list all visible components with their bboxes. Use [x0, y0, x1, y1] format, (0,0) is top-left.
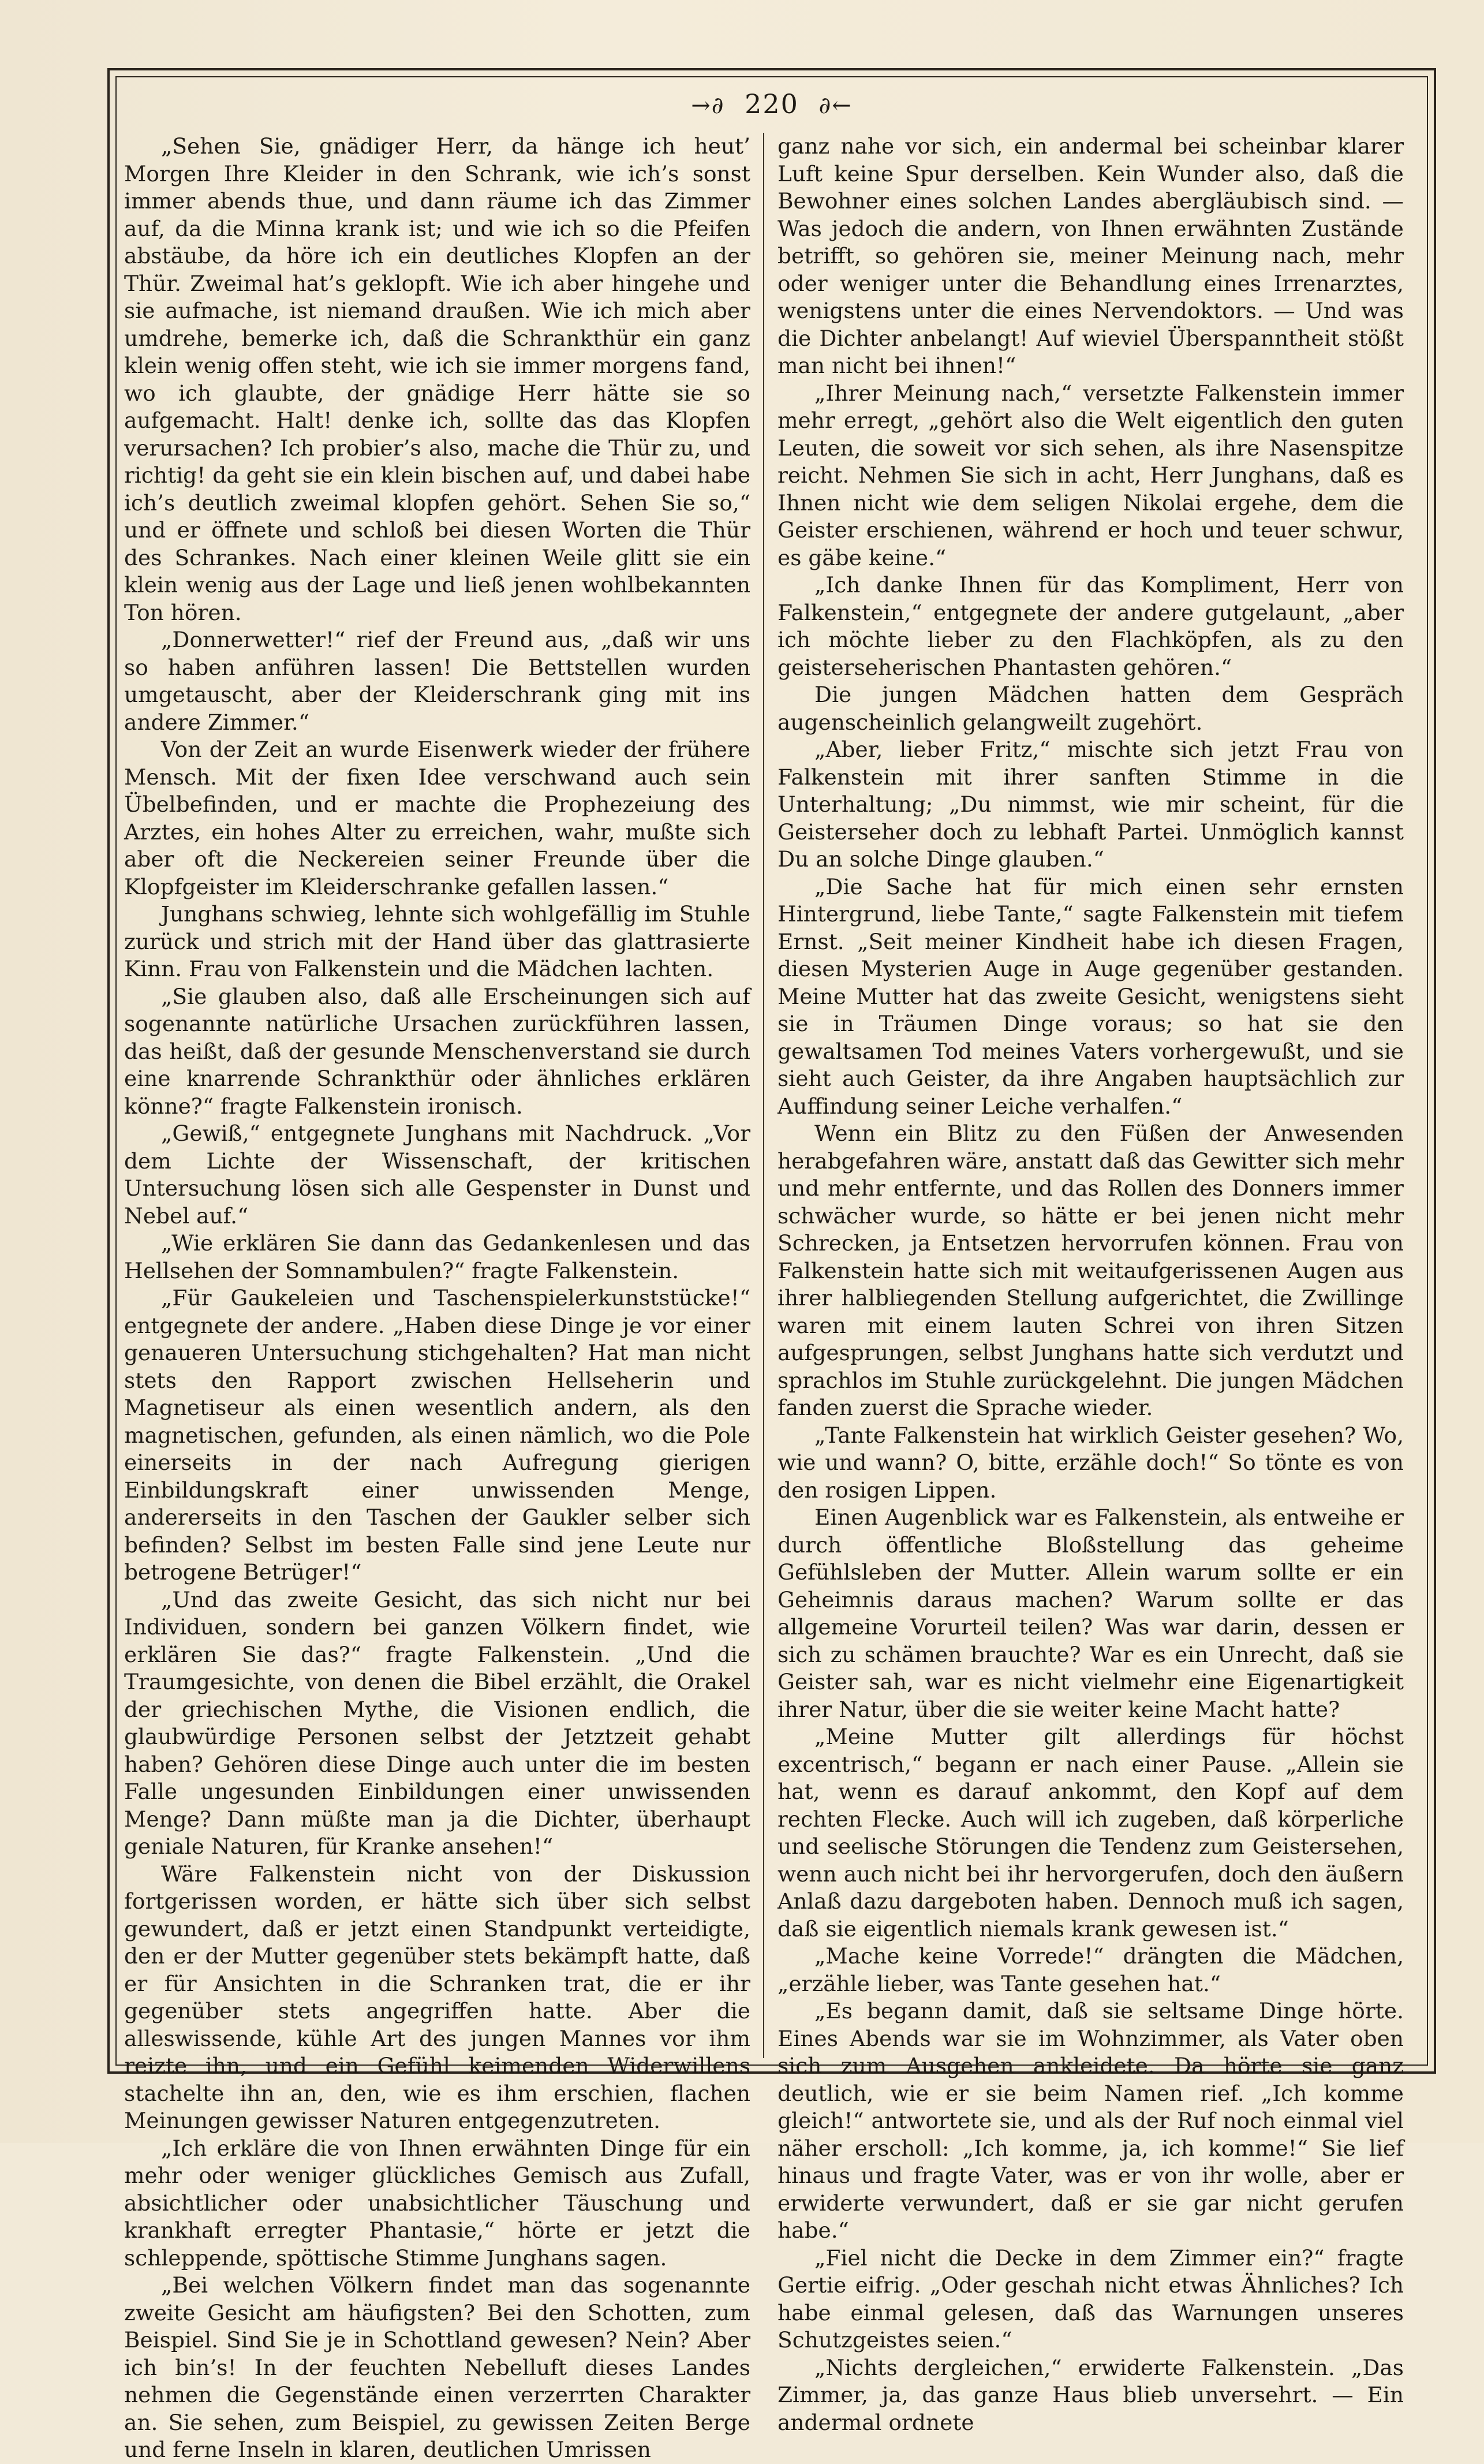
paragraph: „Für Gaukeleien und Taschenspielerkunststücke!“ entgegnete der andere. „Haben diese Dinge je vor einer genaueren Untersuchung stichgehalten? Hat man nicht stets den Rapport zwischen Hellseherin und Magnetiseur als einen wesentlich andern, als den magnetischen, gefunden, als einen nämlich, wo die Pole einerseits in der nach Aufregung gierigen Einbildungskraft einer unwissenden Menge, andererseits in den Taschen der Gaukler selber sich befinden? Selbst im besten Falle sind jene Leute nur betrogene Betrüger!“	[124, 1285, 750, 1585]
paragraph: „Aber, lieber Fritz,“ mischte sich jetzt Frau von Falkenstein mit ihrer sanften Stimme in die Unterhaltung; „Du nimmst, wie mir scheint, für die Geisterseher doch zu lebhaft Partei. Unmöglich kannst Du an solche Dinge glauben.“	[777, 737, 1404, 872]
paragraph: „Gewiß,“ entgegnete Junghans mit Nachdruck. „Vor dem Lichte der Wissenschaft, der kritischen Untersuchung lösen sich alle Gespenster in Dunst und Nebel auf.“	[124, 1121, 750, 1229]
paragraph: „Die Sache hat für mich einen sehr ernsten Hintergrund, liebe Tante,“ sagte Falkenstein mit tiefem Ernst. „Seit meiner Kindheit habe ich diesen Fragen, diesen Mysterien Auge in Auge gegenüber gestanden. Meine Mutter hat das zweite Gesicht, wenigstens sieht sie in Träumen Dinge voraus; so hat sie den gewaltsamen Tod meines Vaters vorhergewußt, und sie sieht auch Geister, da ihre Angaben hauptsächlich zur Auffindung seiner Leiche verhalfen.“	[777, 873, 1404, 1119]
paragraph: Von der Zeit an wurde Eisenwerk wieder der frühere Mensch. Mit der fixen Idee verschwand auch sein Übelbefinden, und er machte die Prophezeiung des Arztes, ein hohes Alter zu erreichen, wahr, mußte sich aber oft die Neckereien seiner Freunde über die Klopfgeister im Kleiderschranke gefallen lassen.“	[124, 737, 750, 899]
paragraph: „Nichts dergleichen,“ erwiderte Falkenstein. „Das Zimmer, ja, das ganze Haus blieb unversehrt. — Ein andermal ordnete	[777, 2354, 1404, 2435]
ornament-left: →∂	[691, 92, 725, 119]
ornament-right: ∂←	[818, 92, 853, 119]
paragraph: Die jungen Mädchen hatten dem Gespräch augenscheinlich gelangweilt zugehört.	[777, 682, 1404, 735]
paragraph: „Fiel nicht die Decke in dem Zimmer ein?“ fragte Gertie eifrig. „Oder geschah nicht etwas Ähnliches? Ich habe einmal gelesen, daß das Warnungen unseres Schutzgeistes seien.“	[777, 2245, 1404, 2353]
paragraph: „Ihrer Meinung nach,“ versetzte Falkenstein immer mehr erregt, „gehört also die Welt eigentlich den guten Leuten, die soweit vor sich sehen, als ihre Nasenspitze reicht. Nehmen Sie sich in acht, Herr Junghans, daß es Ihnen nicht wie dem seligen Nikolai ergehe, dem die Geister erschienen, während er hoch und teuer schwur, es gäbe keine.“	[777, 380, 1404, 570]
page-header	[115, 87, 1428, 123]
paragraph: „Sehen Sie, gnädiger Herr, da hänge ich heut’ Morgen Ihre Kleider in den Schrank, wie ich’s sonst immer abends thue, und dann räume ich das Zimmer auf, da die Minna krank ist; und wie ich so die Pfeifen abstäube, da höre ich ein deutliches Klopfen an der Thür. Zweimal hat’s geklopft. Wie ich aber hingehe und sie aufmache, ist niemand draußen. Wie ich mich aber umdrehe, bemerke ich, daß die Schrankthür ein ganz klein wenig offen steht, wie ich sie immer morgens fand, wo ich glaubte, der gnädige Herr hätte sie so aufgemacht. Halt! denke ich, sollte das das Klopfen verursachen? Ich probier’s also, mache die Thür zu, und richtig! da geht sie ein klein bischen auf, und dabei habe ich’s deutlich zweimal klopfen gehört. Sehen Sie so,“ und er öffnete und schloß bei diesen Worten die Thür des Schrankes. Nach einer kleinen Weile glitt sie ein klein wenig aus der Lage und ließ jenen wohlbekannten Ton hören.	[124, 133, 750, 625]
paragraph: „Sie glauben also, daß alle Erscheinungen sich auf sogenannte natürliche Ursachen zurückführen lassen, das heißt, daß der gesunde Menschenverstand sie durch eine knarrende Schrankthür oder ähnliches erklären könne?“ fragte Falkenstein ironisch.	[124, 983, 750, 1119]
paragraph: „Wie erklären Sie dann das Gedankenlesen und das Hellsehen der Somnambulen?“ fragte Falkenstein.	[124, 1230, 750, 1283]
paragraph: „Meine Mutter gilt allerdings für höchst excentrisch,“ begann er nach einer Pause. „Allein sie hat, wenn es darauf ankommt, den Kopf auf dem rechten Flecke. Auch will ich zugeben, daß körperliche und seelische Störungen die Tendenz zum Geistersehen, wenn auch nicht bei ihr hervorgerufen, doch den äußern Anlaß dazu dargeboten haben. Dennoch muß ich sagen, daß sie eigentlich niemals krank gewesen ist.“	[777, 1724, 1404, 1942]
paragraph: „Es begann damit, daß sie seltsame Dinge hörte. Eines Abends war sie im Wohnzimmer, als Vater oben sich zum Ausgehen ankleidete. Da hörte sie ganz deutlich, wie er sie beim Namen rief. „Ich komme gleich!“ antwortete sie, und als der Ruf noch einmal viel näher erscholl: „Ich komme, ja, ich komme!“ Sie lief hinaus und fragte Vater, was er von ihr wolle, aber er erwiderte verwundert, daß er sie gar nicht gerufen habe.“	[777, 1998, 1404, 2243]
paragraph: „Donnerwetter!“ rief der Freund aus, „daß wir uns so haben anführen lassen! Die Bettstellen wurden umgetauscht, aber der Kleiderschrank ging mit ins andere Zimmer.“	[124, 627, 750, 735]
paragraph: Wenn ein Blitz zu den Füßen der Anwesenden herabgefahren wäre, anstatt daß das Gewitter sich mehr und mehr entfernte, und das Rollen des Donners immer schwächer wurde, so hätte er bei jenen nicht mehr Schrecken, ja Entsetzen hervorrufen können. Frau von Falkenstein hatte sich mit weitaufgerissenen Augen aus ihrer halbliegenden Stellung aufgerichtet, die Zwillinge waren mit einem lauten Schrei von ihren Sitzen aufgesprungen, selbst Junghans hatte sich verdutzt und sprachlos im Stuhle zurückgelehnt. Die jungen Mädchen fanden zuerst die Sprache wieder.	[777, 1121, 1404, 1420]
paragraph: Junghans schwieg, lehnte sich wohlgefällig im Stuhle zurück und strich mit der Hand über das glattrasierte Kinn. Frau von Falkenstein und die Mädchen lachten.	[124, 901, 750, 981]
paragraph: „Mache keine Vorrede!“ drängten die Mädchen, „erzähle lieber, was Tante gesehen hat.“	[777, 1943, 1404, 1996]
paragraph: „Ich erkläre die von Ihnen erwähnten Dinge für ein mehr oder weniger glückliches Gemisch aus Zufall, absichtlicher oder unabsichtlicher Täuschung und krankhaft erregter Phantasie,“ hörte er jetzt die schleppende, spöttische Stimme Junghans sagen.	[124, 2135, 750, 2271]
paragraph: Einen Augenblick war es Falkenstein, als entweihe er durch öffentliche Bloßstellung das geheime Gefühlsleben der Mutter. Allein warum sollte er ein Geheimnis daraus machen? Warum sollte er das allgemeine Vorurteil teilen? Was war darin, dessen er sich zu schämen brauchte? War es ein Unrecht, daß sie Geister sah, war es nicht vielmehr eine Eigenartigkeit ihrer Natur, über die sie weiter keine Macht hatte?	[777, 1504, 1404, 1722]
paragraph: ganz nahe vor sich, ein andermal bei scheinbar klarer Luft keine Spur derselben. Kein Wunder also, daß die Bewohner eines solchen Landes abergläubisch sind. — Was jedoch die andern, von Ihnen erwähnten Zustände betrifft, so gehören sie, meiner Meinung nach, mehr oder weniger unter die Behandlung eines Irrenarztes, wenigstens unter die eines Nervendoktors. — Und was die Dichter anbelangt! Auf wieviel Überspanntheit stößt man nicht bei ihnen!“	[777, 133, 1404, 378]
paragraph: „Ich danke Ihnen für das Kompliment, Herr von Falkenstein,“ entgegnete der andere gutgelaunt, „aber ich möchte lieber zu den Flachköpfen, als zu den geisterseherischen Phantasten gehören.“	[777, 572, 1404, 680]
page-number: 220	[745, 88, 799, 120]
paragraph: „Bei welchen Völkern findet man das sogenannte zweite Gesicht am häufigsten? Bei den Schotten, zum Beispiel. Sind Sie je in Schottland gewesen? Nein? Aber ich bin’s! In der feuchten Nebelluft dieses Landes nehmen die Gegenstände einen verzerrten Charakter an. Sie sehen, zum Beispiel, zu gewissen Zeiten Berge und ferne Inseln in klaren, deutlichen Umrissen	[124, 2272, 750, 2462]
column-divider	[763, 133, 764, 2058]
left-column	[124, 133, 750, 2464]
paragraph: „Tante Falkenstein hat wirklich Geister gesehen? Wo, wie und wann? O, bitte, erzähle doch!“ So tönte es von den rosigen Lippen.	[777, 1422, 1404, 1503]
paragraph: Wäre Falkenstein nicht von der Diskussion fortgerissen worden, er hätte sich über sich selbst gewundert, daß er jetzt einen Standpunkt verteidigte, den er der Mutter gegenüber stets bekämpft hatte, daß er für Ansichten in die Schranken trat, die er ihr gegenüber stets angegriffen hatte. Aber die alleswissende, kühle Art des jungen Mannes vor ihm reizte ihn, und ein Gefühl keimenden Widerwillens stachelte ihn an, den, wie es ihm erschien, flachen Meinungen gewisser Naturen entgegenzutreten.	[124, 1861, 750, 2133]
paragraph: „Und das zweite Gesicht, das sich nicht nur bei Individuen, sondern bei ganzen Völkern findet, wie erklären Sie das?“ fragte Falkenstein. „Und die Traumgesichte, von denen die Bibel erzählt, die Orakel der griechischen Mythe, die Visionen endlich, die glaubwürdige Personen selbst der Jetztzeit gehabt haben? Gehören diese Dinge auch unter die im besten Falle ungesunden Einbildungen einer unwissenden Menge? Dann müßte man ja die Dichter, überhaupt geniale Naturen, für Kranke ansehen!“	[124, 1586, 750, 1859]
right-column	[777, 133, 1404, 2436]
